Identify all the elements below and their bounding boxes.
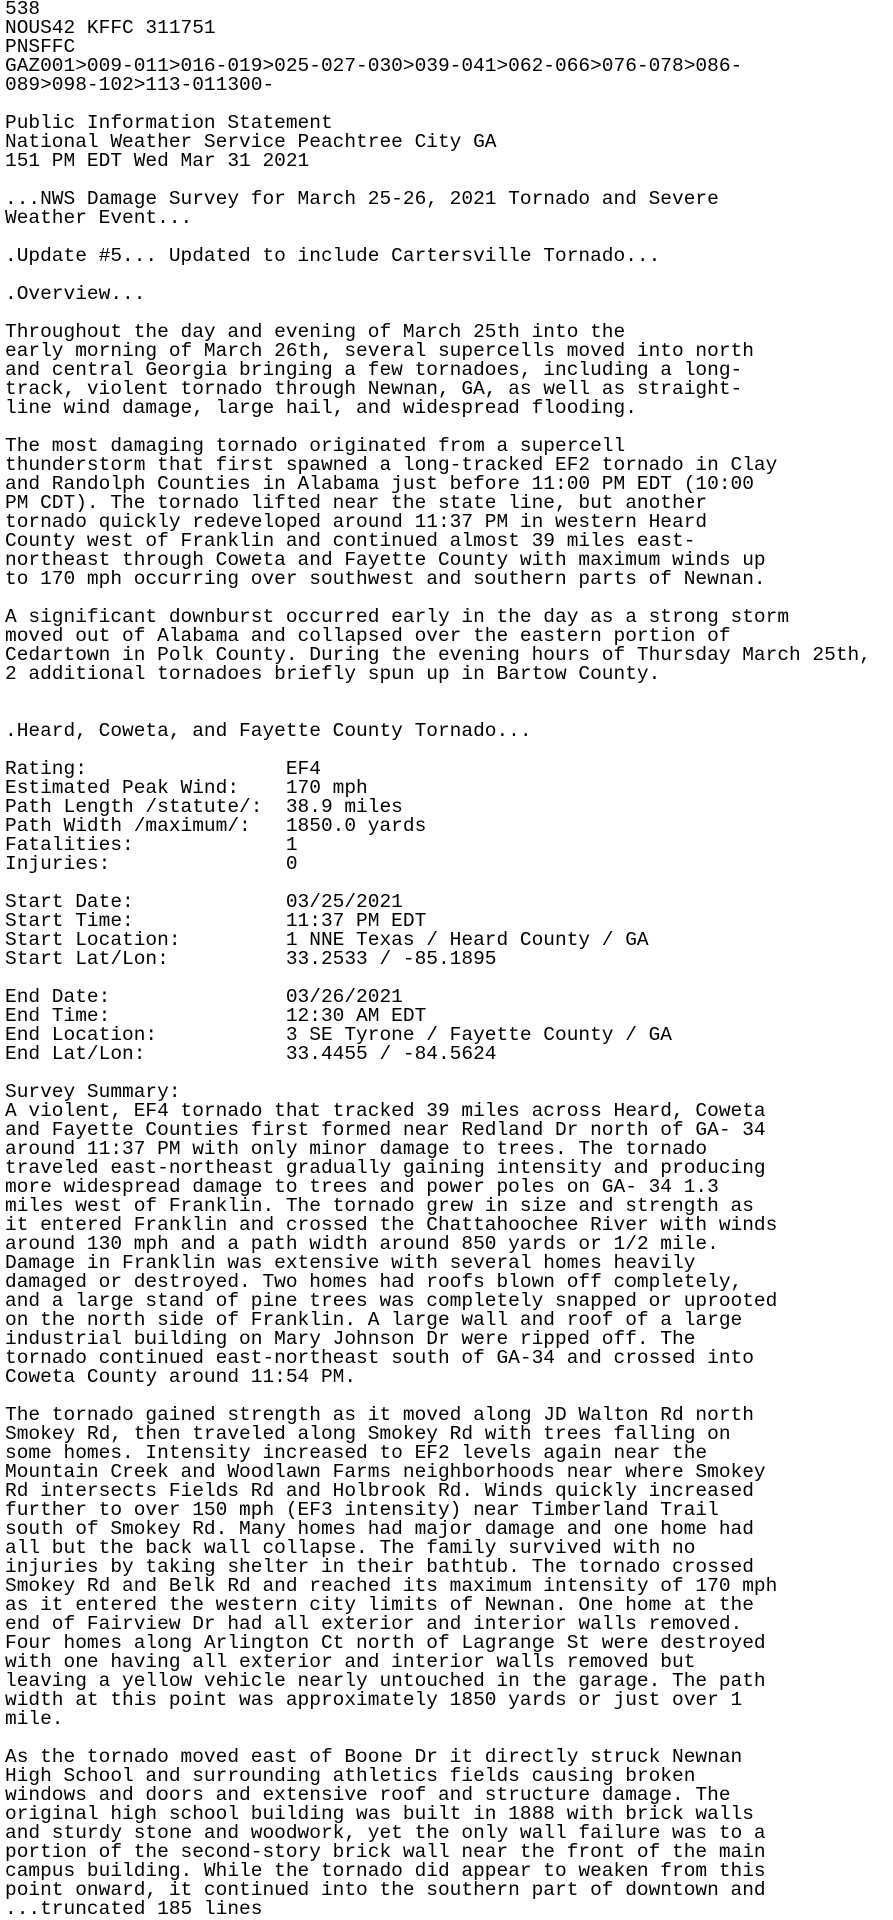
text-line: Start Time: 11:37 PM EDT [5,910,427,932]
text-line: northeast through Coweta and Fayette County with maximum winds up [5,549,766,571]
text-line: windows and doors and extensive roof and structure damage. The [5,1784,731,1806]
text-line: injuries by taking shelter in their bathtub. The tornado crossed [5,1556,754,1578]
text-line: National Weather Service Peachtree City GA [5,131,497,153]
text-line: As the tornado moved east of Boone Dr it directly struck Newnan [5,1746,743,1768]
text-line: to 170 mph occurring over southwest and southern parts of Newnan. [5,568,766,590]
text-line: The most damaging tornado originated from a supercell [5,435,626,457]
text-line: County west of Franklin and continued almost 39 miles east- [5,530,696,552]
text-line: tornado continued east-northeast south of GA-34 and crossed into [5,1347,754,1369]
text-line: Four homes along Arlington Ct north of Lagrange St were destroyed [5,1632,766,1654]
text-line: some homes. Intensity increased to EF2 levels again near the [5,1442,708,1464]
text-line: PNSFFC [5,36,76,58]
text-line: 089>098-102>113-011300- [5,74,275,96]
text-line: Damage in Franklin was extensive with several homes heavily [5,1252,696,1274]
text-line: Fatalities: 1 [5,834,298,856]
text-line: and sturdy stone and woodwork, yet the only wall failure was to a [5,1822,766,1844]
text-line: and a large stand of pine trees was completely snapped or uprooted [5,1290,778,1312]
text-line: Rating: EF4 [5,758,321,780]
text-line: Weather Event... [5,207,193,229]
text-line: Cedartown in Polk County. During the evening hours of Thursday March 25th, [5,644,871,666]
text-line: Start Location: 1 NNE Texas / Heard County / GA [5,929,649,951]
text-line: PM CDT). The tornado lifted near the state line, but another [5,492,708,514]
text-line: .Overview... [5,283,146,305]
text-line: tornado quickly redeveloped around 11:37 PM in western Heard [5,511,708,533]
text-line: .Update #5... Updated to include Cartersville Tornado... [5,245,661,267]
text-line: more widespread damage to trees and power poles on GA- 34 1.3 [5,1176,719,1198]
text-line: Start Date: 03/25/2021 [5,891,403,913]
text-line: mile. [5,1708,64,1730]
text-line: point onward, it continued into the southern part of downtown and [5,1879,766,1901]
text-line: damaged or destroyed. Two homes had roofs blown off completely, [5,1271,743,1293]
text-line: with one having all exterior and interior walls removed but [5,1651,696,1673]
text-line: around 11:37 PM with only minor damage to trees. The tornado [5,1138,708,1160]
text-line: traveled east-northeast gradually gaining intensity and producing [5,1157,766,1179]
text-line: 2 additional tornadoes briefly spun up in Bartow County. [5,663,661,685]
text-line: early morning of March 26th, several supercells moved into north [5,340,754,362]
text-line: miles west of Franklin. The tornado grew in size and strength as [5,1195,754,1217]
text-line: End Location: 3 SE Tyrone / Fayette County / GA [5,1024,673,1046]
blank-line [5,684,893,703]
text-line: leaving a yellow vehicle nearly untouched in the garage. The path [5,1670,766,1692]
text-line: Survey Summary: [5,1081,181,1103]
text-line: width at this point was approximately 1850 yards or just over 1 [5,1689,743,1711]
text-line: NOUS42 KFFC 311751 [5,17,216,39]
text-line: End Lat/Lon: 33.4455 / -84.5624 [5,1043,497,1065]
text-line: The tornado gained strength as it moved along JD Walton Rd north [5,1404,754,1426]
text-line: GAZ001>009-011>016-019>025-027-030>039-041>062-066>076-078>086- [5,55,743,77]
text-line: Throughout the day and evening of March 25th into the [5,321,626,343]
text-line: Smokey Rd, then traveled along Smokey Rd with trees falling on [5,1423,731,1445]
text-line: and Randolph Counties in Alabama just before 11:00 PM EDT (10:00 [5,473,754,495]
text-line: Injuries: 0 [5,853,298,875]
text-line: end of Fairview Dr had all exterior and interior walls removed. [5,1613,743,1635]
text-line: original high school building was built in 1888 with brick walls [5,1803,754,1825]
text-line: portion of the second-story brick wall near the front of the main [5,1841,766,1863]
text-line: Start Lat/Lon: 33.2533 / -85.1895 [5,948,497,970]
text-line: around 130 mph and a path width around 850 yards or 1/2 mile. [5,1233,719,1255]
text-line: Mountain Creek and Woodlawn Farms neighborhoods near where Smokey [5,1461,766,1483]
text-line: 538 [5,0,41,20]
text-line: and Fayette Counties first formed near Redland Dr north of GA- 34 [5,1119,766,1141]
text-line: thunderstorm that first spawned a long-tracked EF2 tornado in Clay [5,454,778,476]
text-line: A violent, EF4 tornado that tracked 39 miles across Heard, Coweta [5,1100,766,1122]
text-line: High School and surrounding athletics fields causing broken [5,1765,696,1787]
text-line: End Time: 12:30 AM EDT [5,1005,427,1027]
text-line: Public Information Statement [5,112,333,134]
text-line: ...truncated 185 lines [5,1898,263,1920]
text-line: as it entered the western city limits of Newnan. One home at the [5,1594,754,1616]
text-line: and central Georgia bringing a few tornadoes, including a long- [5,359,743,381]
text-line: moved out of Alabama and collapsed over the eastern portion of [5,625,731,647]
text-line: further to over 150 mph (EF3 intensity) near Timberland Trail [5,1499,719,1521]
text-line: .Heard, Coweta, and Fayette County Tornado... [5,720,532,742]
text-line: Path Length /statute/: 38.9 miles [5,796,403,818]
text-line: track, violent tornado through Newnan, GA, as well as straight- [5,378,743,400]
text-line: Smokey Rd and Belk Rd and reached its maximum intensity of 170 mph [5,1575,778,1597]
text-line: A significant downburst occurred early in the day as a strong storm [5,606,790,628]
text-line: Coweta County around 11:54 PM. [5,1366,357,1388]
text-line: Path Width /maximum/: 1850.0 yards [5,815,427,837]
text-line: 151 PM EDT Wed Mar 31 2021 [5,150,310,172]
text-line: Rd intersects Fields Rd and Holbrook Rd. Winds quickly increased [5,1480,754,1502]
text-line: it entered Franklin and crossed the Chattahoochee River with winds [5,1214,778,1236]
text-line: line wind damage, large hail, and widespread flooding. [5,397,637,419]
text-line: south of Smokey Rd. Many homes had major damage and one home had [5,1518,754,1540]
text-line: on the north side of Franklin. A large wall and roof of a large [5,1309,743,1331]
text-line: all but the back wall collapse. The family survived with no [5,1537,696,1559]
text-line: industrial building on Mary Johnson Dr were ripped off. The [5,1328,696,1350]
text-line: Estimated Peak Wind: 170 mph [5,777,368,799]
text-line: End Date: 03/26/2021 [5,986,403,1008]
text-line: campus building. While the tornado did appear to weaken from this [5,1860,766,1882]
text-line: ...NWS Damage Survey for March 25-26, 2021 Tornado and Severe [5,188,719,210]
